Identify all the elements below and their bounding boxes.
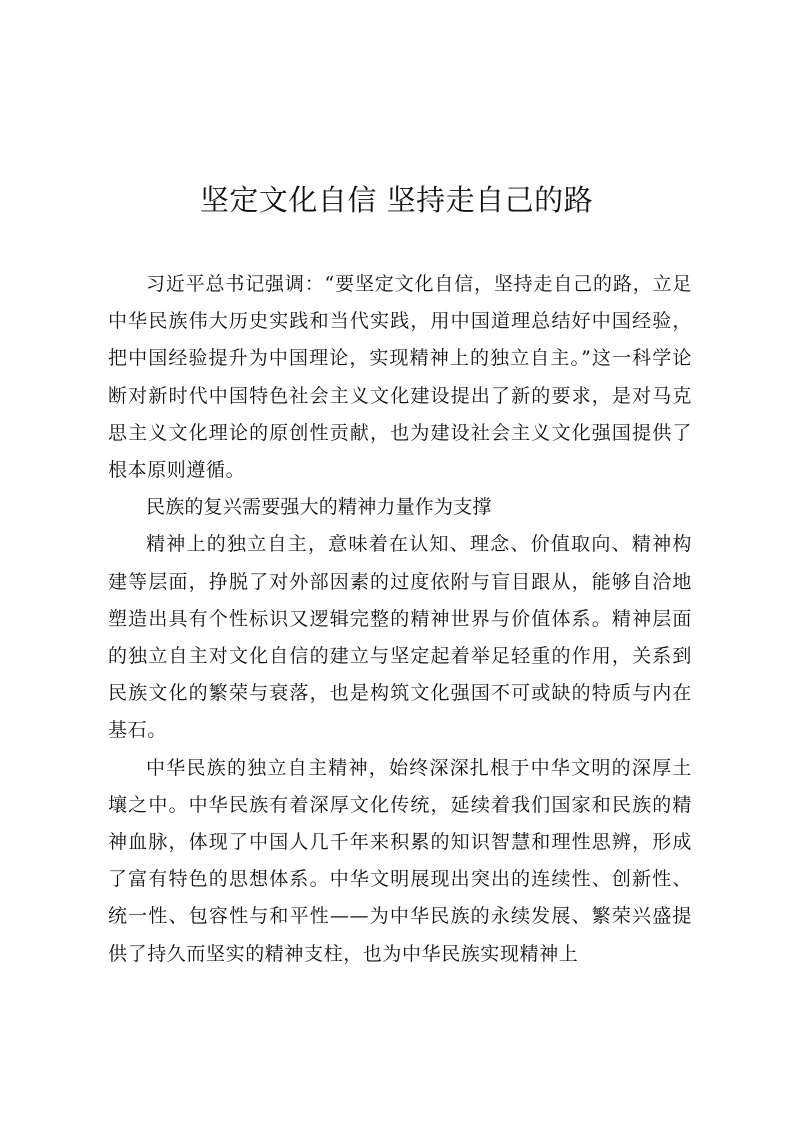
section-paragraph-2: 中华民族的独立自主精神，始终深深扎根于中华文明的深厚土壤之中。中华民族有着深厚文化传统，延续着我们国家和民族的精神血脉，体现了中国人几千年来积累的知识智慧和理性思辨，形成了富有特色的思想体系。中华文明展现出突出的连续性、创新性、统一性、包容性与和平性——为中华民族的永续发展、繁荣兴盛提供了持久而坚实的精神支柱，也为中华民族实现精神上 xyxy=(108,756,692,965)
section-heading: 民族的复兴需要强大的精神力量作为支撑 xyxy=(146,496,492,519)
document-title: 坚定文化自信 坚持走自己的路 xyxy=(199,183,594,217)
section-paragraph-1: 精神上的独立自主，意味着在认知、理念、价值取向、精神构建等层面，挣脱了对外部因素的过度依附与盲目跟从，能够自洽地塑造出具有个性标识又逻辑完整的精神世界与价值体系。精神层面的独立自主对文化自信的建立与坚定起着举足轻重的作用，关系到民族文化的繁荣与衰落，也是构筑文化强国不可或缺的特质与内在基石。 xyxy=(108,533,692,742)
document-body xyxy=(108,266,692,973)
intro-paragraph: 习近平总书记强调：“要坚定文化自信，坚持走自己的路，立足中华民族伟大历史实践和当代实践，用中国道理总结好中国经验，把中国经验提升为中国理论，实现精神上的独立自主。”这一科学论断对新时代中国特色社会主义文化建设提出了新的要求，是对马克思主义文化理论的原创性贡献，也为建设社会主义文化强国提供了根本原则遵循。 xyxy=(108,273,692,482)
